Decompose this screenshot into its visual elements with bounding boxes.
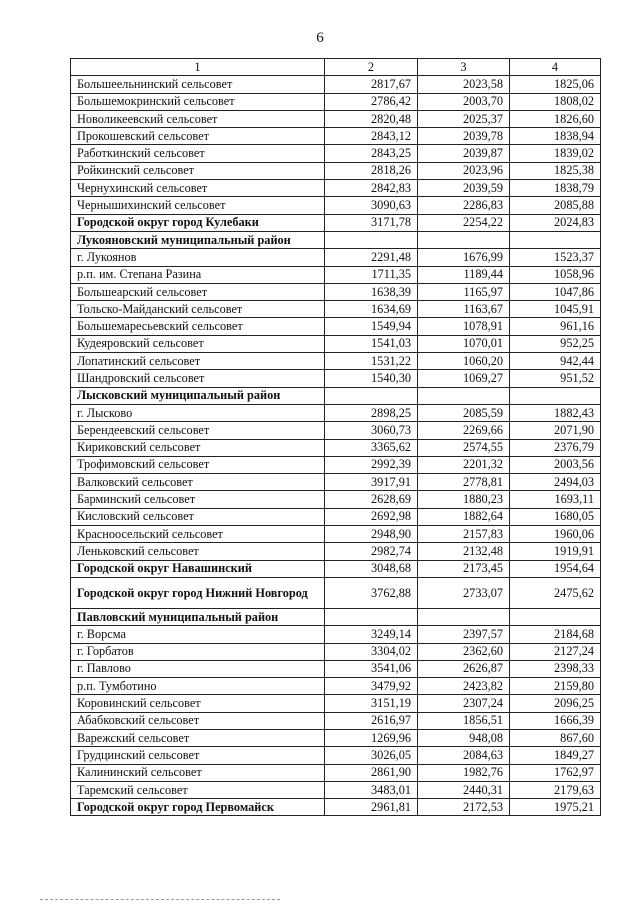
row-value-col3: 2574,55 <box>418 439 510 456</box>
row-value-col3: 1856,51 <box>418 712 510 729</box>
row-value-col2: 3479,92 <box>325 678 418 695</box>
row-value-col4 <box>510 387 601 404</box>
row-value-col4: 2003,56 <box>510 456 601 473</box>
row-value-col4: 867,60 <box>510 729 601 746</box>
table-row <box>71 456 601 473</box>
header-row <box>71 59 601 76</box>
row-value-col2: 2842,83 <box>325 180 418 197</box>
table-row <box>71 110 601 127</box>
row-value-col2: 2992,39 <box>325 456 418 473</box>
row-value-col2: 3090,63 <box>325 197 418 214</box>
row-name-cell: р.п. Тумботино <box>71 678 325 695</box>
row-value-col4: 1523,37 <box>510 249 601 266</box>
table-row <box>71 145 601 162</box>
row-value-col2: 3171,78 <box>325 214 418 231</box>
table-row <box>71 162 601 179</box>
row-value-col4: 2494,03 <box>510 474 601 491</box>
row-name-cell: Абабковский сельсовет <box>71 712 325 729</box>
row-value-col3 <box>418 608 510 625</box>
table-row <box>71 577 601 608</box>
table-row <box>71 318 601 335</box>
table-row <box>71 799 601 816</box>
row-value-col3: 2397,57 <box>418 626 510 643</box>
row-value-col4: 1666,39 <box>510 712 601 729</box>
row-name-cell: Тольско-Майданский сельсовет <box>71 301 325 318</box>
row-value-col2: 3304,02 <box>325 643 418 660</box>
table-row <box>71 231 601 248</box>
row-value-col3: 1078,91 <box>418 318 510 335</box>
table-row <box>71 180 601 197</box>
table-row <box>71 283 601 300</box>
table-row <box>71 660 601 677</box>
row-value-col4: 952,25 <box>510 335 601 352</box>
row-name-cell: Прокошевский сельсовет <box>71 128 325 145</box>
row-name-cell: Работкинский сельсовет <box>71 145 325 162</box>
table-row <box>71 543 601 560</box>
row-value-col4: 2096,25 <box>510 695 601 712</box>
row-value-col4: 1849,27 <box>510 747 601 764</box>
table-row <box>71 747 601 764</box>
row-value-col3: 2173,45 <box>418 560 510 577</box>
row-value-col2: 3026,05 <box>325 747 418 764</box>
row-value-col2: 3060,73 <box>325 422 418 439</box>
row-value-col4: 1954,64 <box>510 560 601 577</box>
row-name-cell: Лысковский муниципальный район <box>71 387 325 404</box>
row-value-col4: 942,44 <box>510 353 601 370</box>
row-value-col3: 1060,20 <box>418 353 510 370</box>
row-value-col3: 2025,37 <box>418 110 510 127</box>
row-value-col2: 1634,69 <box>325 301 418 318</box>
row-value-col4: 1825,38 <box>510 162 601 179</box>
row-value-col3: 2172,53 <box>418 799 510 816</box>
table-row <box>71 643 601 660</box>
row-value-col3: 1189,44 <box>418 266 510 283</box>
table-row <box>71 764 601 781</box>
row-value-col3: 2084,63 <box>418 747 510 764</box>
row-name-cell: Леньковский сельсовет <box>71 543 325 560</box>
row-value-col4: 2085,88 <box>510 197 601 214</box>
row-value-col2: 2948,90 <box>325 526 418 543</box>
row-value-col3: 2023,96 <box>418 162 510 179</box>
row-name-cell: Городской округ город Первомайск <box>71 799 325 816</box>
row-name-cell: Барминский сельсовет <box>71 491 325 508</box>
row-name-cell: г. Лысково <box>71 404 325 421</box>
table-row <box>71 491 601 508</box>
table-row <box>71 335 601 352</box>
row-value-col3: 2307,24 <box>418 695 510 712</box>
row-name-cell: Кириковский сельсовет <box>71 439 325 456</box>
row-value-col4: 2071,90 <box>510 422 601 439</box>
row-value-col4: 951,52 <box>510 370 601 387</box>
row-value-col3: 2286,83 <box>418 197 510 214</box>
row-value-col2: 2898,25 <box>325 404 418 421</box>
row-name-cell: г. Ворсма <box>71 626 325 643</box>
row-value-col2: 2818,26 <box>325 162 418 179</box>
row-value-col3: 2157,83 <box>418 526 510 543</box>
row-name-cell: Большеарский сельсовет <box>71 283 325 300</box>
row-name-cell: Лопатинский сельсовет <box>71 353 325 370</box>
row-name-cell: Варежский сельсовет <box>71 729 325 746</box>
table-row <box>71 370 601 387</box>
row-value-col4: 1826,60 <box>510 110 601 127</box>
column-header: 2 <box>325 59 418 76</box>
row-name-cell: Лукояновский муниципальный район <box>71 231 325 248</box>
row-value-col2 <box>325 231 418 248</box>
row-value-col4: 1839,02 <box>510 145 601 162</box>
row-value-col2: 1549,94 <box>325 318 418 335</box>
row-value-col4: 2127,24 <box>510 643 601 660</box>
row-value-col3: 1676,99 <box>418 249 510 266</box>
table-row <box>71 781 601 798</box>
row-name-cell: Кудеяровский сельсовет <box>71 335 325 352</box>
scan-artifact-line <box>40 899 280 901</box>
table-row <box>71 422 601 439</box>
row-value-col3: 1982,76 <box>418 764 510 781</box>
row-value-col3: 1880,23 <box>418 491 510 508</box>
row-value-col2: 1711,35 <box>325 266 418 283</box>
row-name-cell: Большеельнинский сельсовет <box>71 76 325 93</box>
row-value-col2: 2786,42 <box>325 93 418 110</box>
row-value-col4: 1693,11 <box>510 491 601 508</box>
row-value-col4: 1838,94 <box>510 128 601 145</box>
row-value-col2: 3917,91 <box>325 474 418 491</box>
row-value-col2 <box>325 387 418 404</box>
table-row <box>71 695 601 712</box>
table-row <box>71 712 601 729</box>
row-value-col2: 3249,14 <box>325 626 418 643</box>
table-row <box>71 353 601 370</box>
row-name-cell: Городской округ Навашинский <box>71 560 325 577</box>
row-value-col2: 2616,97 <box>325 712 418 729</box>
row-value-col2: 2843,25 <box>325 145 418 162</box>
row-value-col3: 2254,22 <box>418 214 510 231</box>
row-name-cell: Ройкинский сельсовет <box>71 162 325 179</box>
row-name-cell: Большемокринский сельсовет <box>71 93 325 110</box>
row-value-col2: 3541,06 <box>325 660 418 677</box>
row-value-col3: 1070,01 <box>418 335 510 352</box>
table-row <box>71 526 601 543</box>
row-value-col2: 2291,48 <box>325 249 418 266</box>
row-value-col2: 3048,68 <box>325 560 418 577</box>
table-row <box>71 474 601 491</box>
table-body <box>71 76 601 816</box>
row-value-col3: 1165,97 <box>418 283 510 300</box>
row-value-col2: 3151,19 <box>325 695 418 712</box>
row-value-col4: 2398,33 <box>510 660 601 677</box>
row-value-col2: 2692,98 <box>325 508 418 525</box>
row-value-col2: 2820,48 <box>325 110 418 127</box>
row-name-cell: Кисловский сельсовет <box>71 508 325 525</box>
row-value-col4: 1975,21 <box>510 799 601 816</box>
row-value-col2: 1541,03 <box>325 335 418 352</box>
row-value-col3: 2085,59 <box>418 404 510 421</box>
table-row <box>71 729 601 746</box>
row-name-cell: Шандровский сельсовет <box>71 370 325 387</box>
row-value-col3: 1163,67 <box>418 301 510 318</box>
row-value-col3: 2269,66 <box>418 422 510 439</box>
table-row <box>71 387 601 404</box>
row-value-col4: 1808,02 <box>510 93 601 110</box>
row-value-col3: 2039,59 <box>418 180 510 197</box>
row-value-col4: 1045,91 <box>510 301 601 318</box>
row-value-col4: 2376,79 <box>510 439 601 456</box>
table-row <box>71 508 601 525</box>
table-row <box>71 560 601 577</box>
row-value-col3: 1069,27 <box>418 370 510 387</box>
row-value-col4: 1882,43 <box>510 404 601 421</box>
row-value-col2: 2843,12 <box>325 128 418 145</box>
row-value-col4: 2475,62 <box>510 577 601 608</box>
page-number: 6 <box>316 30 324 46</box>
row-name-cell: Новоликеевский сельсовет <box>71 110 325 127</box>
row-value-col2: 2961,81 <box>325 799 418 816</box>
row-value-col4: 1825,06 <box>510 76 601 93</box>
row-value-col2: 2817,67 <box>325 76 418 93</box>
row-value-col3: 948,08 <box>418 729 510 746</box>
row-name-cell: г. Горбатов <box>71 643 325 660</box>
row-value-col4: 1919,91 <box>510 543 601 560</box>
table-row <box>71 249 601 266</box>
row-value-col4: 2179,63 <box>510 781 601 798</box>
row-value-col4: 1762,97 <box>510 764 601 781</box>
row-value-col4: 961,16 <box>510 318 601 335</box>
row-value-col4: 2159,80 <box>510 678 601 695</box>
row-value-col4: 1047,86 <box>510 283 601 300</box>
row-name-cell: Грудцинский сельсовет <box>71 747 325 764</box>
row-name-cell: Валковский сельсовет <box>71 474 325 491</box>
row-value-col3: 2003,70 <box>418 93 510 110</box>
row-value-col3: 2626,87 <box>418 660 510 677</box>
row-value-col4: 1680,05 <box>510 508 601 525</box>
tariff-table <box>70 58 601 816</box>
row-name-cell: Берендеевский сельсовет <box>71 422 325 439</box>
row-value-col3 <box>418 387 510 404</box>
row-value-col3: 2440,31 <box>418 781 510 798</box>
row-name-cell: Калининский сельсовет <box>71 764 325 781</box>
row-value-col2: 2982,74 <box>325 543 418 560</box>
table-row <box>71 93 601 110</box>
row-value-col2: 3762,88 <box>325 577 418 608</box>
row-name-cell: Таремский сельсовет <box>71 781 325 798</box>
row-name-cell: Чернухинский сельсовет <box>71 180 325 197</box>
row-name-cell: Чернышихинский сельсовет <box>71 197 325 214</box>
table-row <box>71 128 601 145</box>
column-header: 1 <box>71 59 325 76</box>
row-value-col3: 2778,81 <box>418 474 510 491</box>
row-value-col2: 2861,90 <box>325 764 418 781</box>
row-name-cell: Большемаресьевский сельсовет <box>71 318 325 335</box>
row-value-col3: 1882,64 <box>418 508 510 525</box>
row-name-cell: Трофимовский сельсовет <box>71 456 325 473</box>
row-value-col3: 2733,07 <box>418 577 510 608</box>
row-value-col4: 2184,68 <box>510 626 601 643</box>
row-name-cell: г. Лукоянов <box>71 249 325 266</box>
row-name-cell: р.п. им. Степана Разина <box>71 266 325 283</box>
row-value-col3: 2023,58 <box>418 76 510 93</box>
table-row <box>71 266 601 283</box>
row-value-col4 <box>510 231 601 248</box>
row-value-col4: 1960,06 <box>510 526 601 543</box>
row-name-cell: Красноосельский сельсовет <box>71 526 325 543</box>
row-name-cell: Городской округ город Кулебаки <box>71 214 325 231</box>
table-row <box>71 439 601 456</box>
row-value-col2: 1531,22 <box>325 353 418 370</box>
row-value-col3: 2423,82 <box>418 678 510 695</box>
row-value-col3: 2362,60 <box>418 643 510 660</box>
row-value-col3: 2132,48 <box>418 543 510 560</box>
table-row <box>71 626 601 643</box>
row-name-cell: г. Павлово <box>71 660 325 677</box>
column-header: 3 <box>418 59 510 76</box>
row-value-col4: 2024,83 <box>510 214 601 231</box>
row-value-col3: 2201,32 <box>418 456 510 473</box>
table-row <box>71 608 601 625</box>
row-value-col2: 1269,96 <box>325 729 418 746</box>
row-value-col2 <box>325 608 418 625</box>
row-name-cell: Коровинский сельсовет <box>71 695 325 712</box>
row-value-col2: 3483,01 <box>325 781 418 798</box>
row-value-col2: 3365,62 <box>325 439 418 456</box>
row-value-col3 <box>418 231 510 248</box>
table-row <box>71 197 601 214</box>
row-value-col2: 1540,30 <box>325 370 418 387</box>
column-header: 4 <box>510 59 601 76</box>
row-value-col3: 2039,78 <box>418 128 510 145</box>
row-value-col4: 1058,96 <box>510 266 601 283</box>
row-value-col3: 2039,87 <box>418 145 510 162</box>
table-row <box>71 76 601 93</box>
table-row <box>71 404 601 421</box>
row-name-cell: Павловский муниципальный район <box>71 608 325 625</box>
row-value-col4: 1838,79 <box>510 180 601 197</box>
table-row <box>71 678 601 695</box>
table-row <box>71 214 601 231</box>
row-name-cell: Городской округ город Нижний Новгород <box>71 577 325 608</box>
row-value-col2: 2628,69 <box>325 491 418 508</box>
row-value-col2: 1638,39 <box>325 283 418 300</box>
table-row <box>71 301 601 318</box>
row-value-col4 <box>510 608 601 625</box>
